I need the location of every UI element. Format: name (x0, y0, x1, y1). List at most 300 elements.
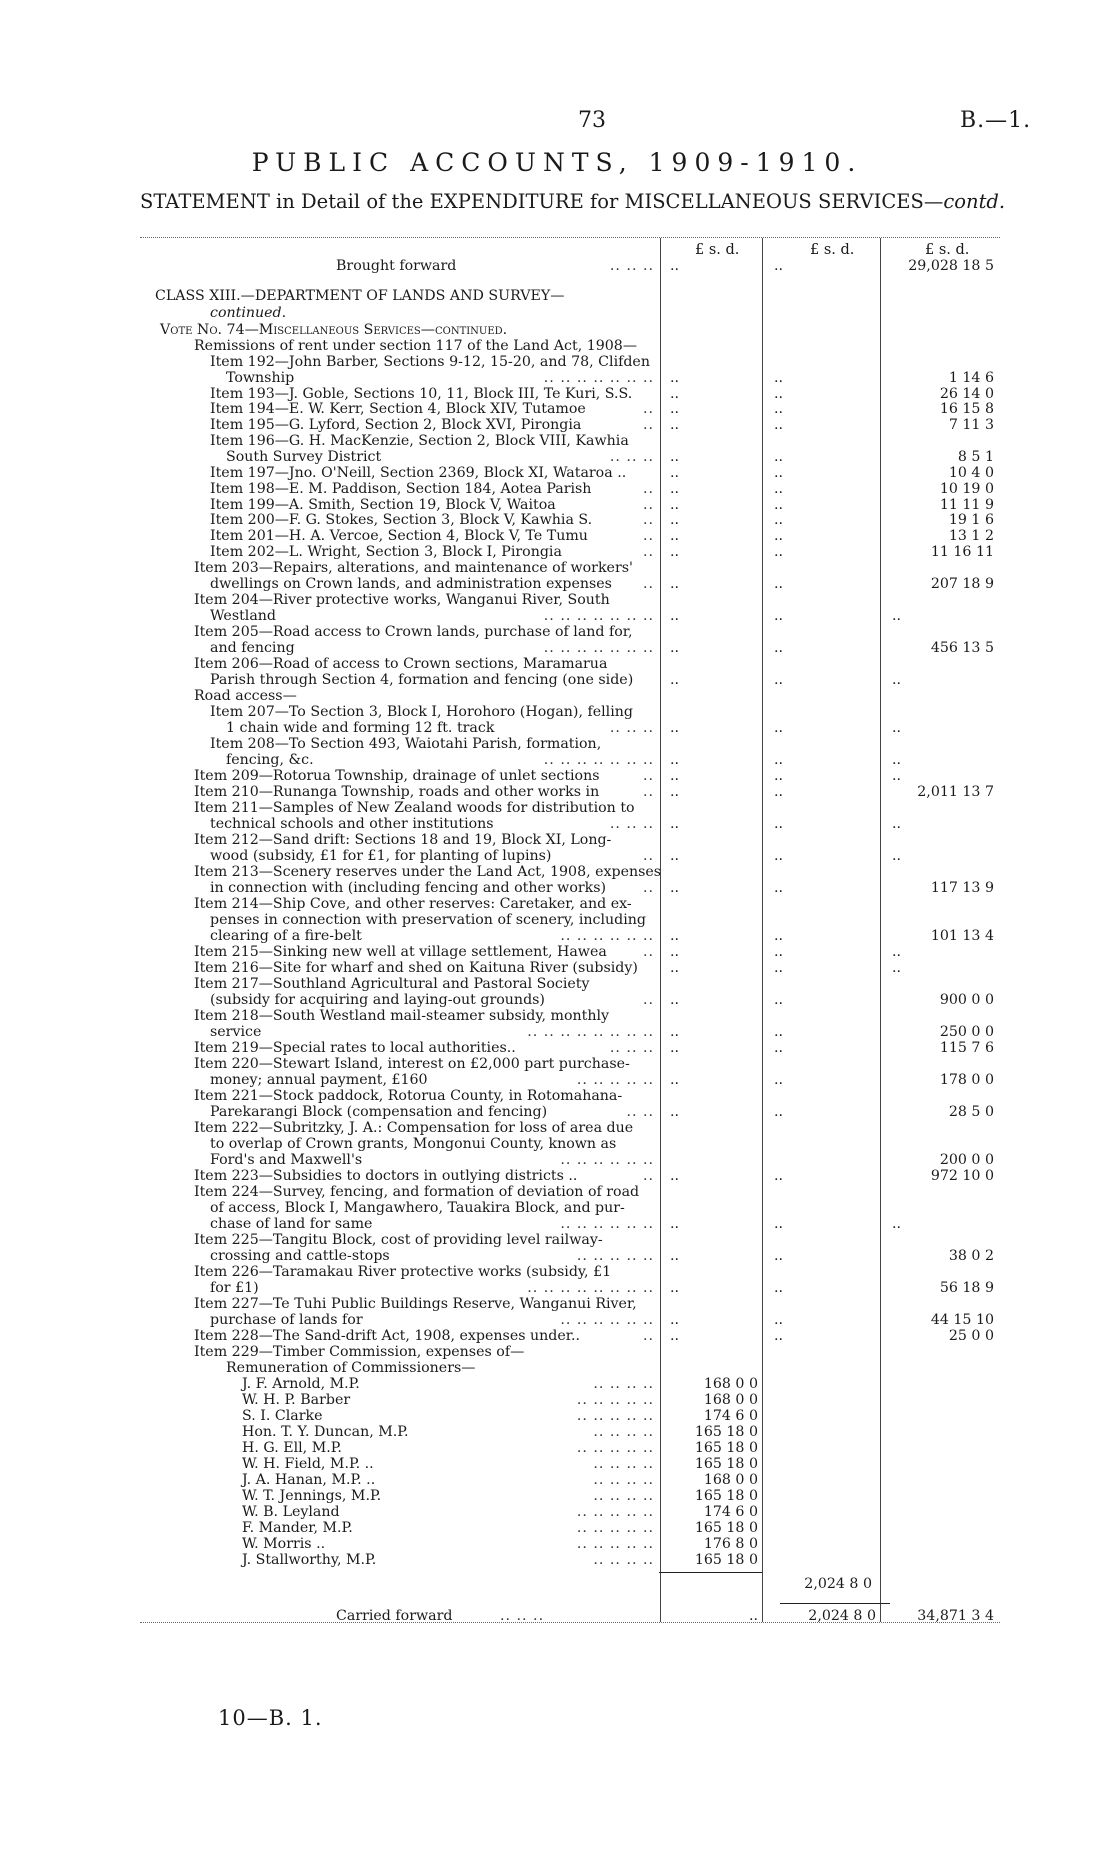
table-row (0, 816, 1114, 832)
table-row (0, 800, 1114, 816)
amount-col2: .. (774, 768, 784, 784)
row-description: Item 198—E. M. Paddison, Section 184, Aotea Parish (210, 481, 592, 497)
row-leaders: .. .. .. .. .. (576, 1072, 654, 1088)
table-row (0, 736, 1114, 752)
row-leaders: .. .. .. .. (593, 1488, 654, 1504)
amount-col3: 10 19 0 (939, 481, 994, 497)
amount-col3: 178 0 0 (939, 1072, 994, 1088)
table-row (0, 608, 1114, 624)
row-leaders: .. .. .. .. .. .. (560, 1216, 654, 1232)
row-description: Vote No. 74—Miscellaneous Services—continued. (160, 322, 508, 338)
amount-col1: .. (670, 608, 680, 624)
row-description: for £1) (210, 1280, 259, 1296)
row-description: J. F. Arnold, M.P. (242, 1376, 360, 1392)
amount-col1: .. (670, 258, 680, 274)
row-description: money; annual payment, £160 (210, 1072, 428, 1088)
row-description: dwellings on Crown lands, and administration expenses (210, 576, 612, 592)
table-row (0, 1264, 1114, 1280)
amount-col3: 900 0 0 (939, 992, 994, 1008)
amount-col1: 165 18 0 (694, 1456, 758, 1472)
row-leaders: .. .. .. .. (593, 1424, 654, 1440)
amount-col3: 44 15 10 (930, 1312, 994, 1328)
subtitle-main: STATEMENT in Detail of the EXPENDITURE for MISCELLANEOUS SERVICES— (140, 190, 944, 213)
row-description: Item 222—Subritzky, J. A.: Compensation for loss of area due (194, 1120, 634, 1136)
currency-header-col3: £ s. d. (925, 242, 970, 258)
row-description: Item 202—L. Wright, Section 3, Block I, Pirongia (210, 544, 562, 560)
row-leaders: .. .. .. .. .. .. (560, 1152, 654, 1168)
row-description: 1 chain wide and forming 12 ft. track (226, 720, 495, 736)
row-leaders: .. (642, 1168, 654, 1184)
row-description: Item 218—South Westland mail-steamer subsidy, monthly (194, 1008, 610, 1024)
subtotal-value: 2,024 8 0 (804, 1576, 872, 1592)
row-description: Item 211—Samples of New Zealand woods for distribution to (194, 800, 635, 816)
table-row (0, 1056, 1114, 1072)
table-row (0, 1504, 1114, 1520)
amount-col3: 26 14 0 (939, 386, 994, 402)
table-row (0, 1472, 1114, 1488)
row-leaders: .. (642, 992, 654, 1008)
row-description: Brought forward (336, 258, 457, 274)
amount-col1: .. (670, 1216, 680, 1232)
table-row (0, 1312, 1114, 1328)
amount-col2: .. (774, 1248, 784, 1264)
table-row (0, 720, 1114, 736)
table-row (0, 1296, 1114, 1312)
amount-col3: .. (892, 944, 902, 960)
amount-col1: .. (670, 928, 680, 944)
amount-col2: .. (774, 1024, 784, 1040)
row-leaders: .. .. .. .. .. .. (560, 1312, 654, 1328)
amount-col2: .. (774, 1328, 784, 1344)
amount-col1: .. (670, 449, 680, 465)
amount-col1: .. (670, 992, 680, 1008)
row-description: fencing, &c. (226, 752, 314, 768)
row-description: Item 192—John Barber, Sections 9-12, 15-20, and 78, Clifden (210, 354, 650, 370)
row-description: W. B. Leyland (242, 1504, 340, 1520)
row-leaders: .. .. .. .. .. .. .. (543, 370, 654, 386)
row-description: Item 207—To Section 3, Block I, Horohoro (Hogan), felling (210, 704, 633, 720)
row-leaders: .. (642, 784, 654, 800)
amount-col2: .. (774, 544, 784, 560)
table-row (0, 960, 1114, 976)
amount-col3: 29,028 18 5 (908, 258, 994, 274)
table-row (0, 1248, 1114, 1264)
row-description: technical schools and other institutions (210, 816, 494, 832)
amount-col2: .. (774, 880, 784, 896)
table-row (0, 992, 1114, 1008)
row-description: Item 228—The Sand-drift Act, 1908, expenses under.. (194, 1328, 581, 1344)
amount-col1: .. (670, 1168, 680, 1184)
amount-col1: .. (670, 370, 680, 386)
amount-col1: .. (670, 401, 680, 417)
table-row (0, 976, 1114, 992)
amount-col1: .. (670, 1040, 680, 1056)
table-row (0, 1072, 1114, 1088)
row-leaders: .. (642, 544, 654, 560)
row-description: Item 210—Runanga Township, roads and other works in (194, 784, 600, 800)
page-subtitle (140, 190, 1040, 213)
amount-col3: .. (892, 608, 902, 624)
table-row (0, 944, 1114, 960)
row-leaders: .. .. .. .. .. (576, 1248, 654, 1264)
document-reference: B.—1. (960, 108, 1032, 133)
amount-col1: .. (670, 944, 680, 960)
amount-col1: 176 8 0 (703, 1536, 758, 1552)
table-row (0, 288, 1114, 304)
amount-col3: 2,011 13 7 (917, 784, 994, 800)
row-description: W. T. Jennings, M.P. (242, 1488, 382, 1504)
carried-forward-label: Carried forward (336, 1608, 453, 1624)
row-leaders: .. .. .. .. .. (576, 1536, 654, 1552)
table-row (0, 512, 1114, 528)
table-row (0, 752, 1114, 768)
table-row (0, 386, 1114, 402)
amount-col2: .. (774, 370, 784, 386)
table-row (0, 832, 1114, 848)
amount-col3: 7 11 3 (948, 417, 994, 433)
table-row (0, 560, 1114, 576)
currency-header-col1: £ s. d. (695, 242, 740, 258)
amount-col2: .. (774, 1104, 784, 1120)
row-description: Item 215—Sinking new well at village settlement, Hawea (194, 944, 607, 960)
amount-col2: .. (774, 417, 784, 433)
amount-col3: .. (892, 768, 902, 784)
row-description: W. H. P. Barber (242, 1392, 351, 1408)
amount-col1: .. (670, 576, 680, 592)
subtotal-rule (659, 1572, 762, 1573)
row-description: to overlap of Crown grants, Mongonui County, known as (210, 1136, 617, 1152)
row-leaders: .. (642, 768, 654, 784)
row-description: Item 214—Ship Cove, and other reserves: Caretaker, and ex- (194, 896, 632, 912)
table-row (0, 1184, 1114, 1200)
table-row (0, 784, 1114, 800)
row-description: Item 194—E. W. Kerr, Section 4, Block XIV, Tutamoe (210, 401, 586, 417)
row-description: CLASS XIII.—DEPARTMENT OF LANDS AND SURVEY— (155, 288, 565, 304)
row-leaders: .. .. .. .. .. (576, 1408, 654, 1424)
amount-col3: 13 1 2 (948, 528, 994, 544)
amount-col1: .. (670, 784, 680, 800)
row-description: in connection with (including fencing and other works) (210, 880, 607, 896)
amount-col3: 250 0 0 (939, 1024, 994, 1040)
amount-col2: .. (774, 1072, 784, 1088)
amount-col2: .. (774, 784, 784, 800)
row-leaders: .. .. .. (609, 720, 654, 736)
amount-col1: .. (670, 672, 680, 688)
amount-col2: .. (774, 481, 784, 497)
row-leaders: .. (642, 401, 654, 417)
row-leaders: .. .. .. .. .. .. .. (543, 752, 654, 768)
table-row (0, 1376, 1114, 1392)
row-leaders: .. .. .. (609, 449, 654, 465)
amount-col2: .. (774, 576, 784, 592)
amount-col2: .. (774, 848, 784, 864)
row-description: Township (226, 370, 295, 386)
row-leaders: .. .. .. .. .. (576, 1520, 654, 1536)
carried-forward-col2: 2,024 8 0 (808, 1608, 876, 1624)
row-description: Item 203—Repairs, alterations, and maintenance of workers' (194, 560, 633, 576)
amount-col3: 200 0 0 (939, 1152, 994, 1168)
amount-col3: 1 14 6 (948, 370, 994, 386)
amount-col1: .. (670, 497, 680, 513)
amount-col2: .. (774, 401, 784, 417)
row-leaders: .. (642, 880, 654, 896)
amount-col1: .. (670, 1024, 680, 1040)
table-bottom-rule (140, 1622, 1000, 1623)
table-row (0, 1232, 1114, 1248)
footer-signature: 10—B. 1. (218, 1706, 323, 1730)
table-row (0, 1136, 1114, 1152)
amount-col1: 165 18 0 (694, 1440, 758, 1456)
row-description: S. I. Clarke (242, 1408, 323, 1424)
table-row (0, 1552, 1114, 1568)
row-leaders: .. .. .. .. .. .. .. (543, 608, 654, 624)
table-row (0, 864, 1114, 880)
row-description: Item 220—Stewart Island, interest on £2,000 part purchase- (194, 1056, 630, 1072)
table-row (0, 1008, 1114, 1024)
row-leaders: .. .. .. .. .. .. (560, 928, 654, 944)
table-row (0, 1104, 1114, 1120)
row-leaders: .. (642, 417, 654, 433)
table-row (0, 1456, 1114, 1472)
amount-col1: .. (670, 848, 680, 864)
row-description: crossing and cattle-stops (210, 1248, 390, 1264)
table-row (0, 544, 1114, 560)
row-description: Item 197—Jno. O'Neill, Section 2369, Block XI, Wataroa .. (210, 465, 627, 481)
amount-col3: 115 7 6 (939, 1040, 994, 1056)
row-description: Item 216—Site for wharf and shed on Kaituna River (subsidy) (194, 960, 638, 976)
amount-col3: .. (892, 848, 902, 864)
amount-col2: .. (774, 1312, 784, 1328)
row-description: Item 225—Tangitu Block, cost of providing level railway- (194, 1232, 603, 1248)
amount-col3: .. (892, 960, 902, 976)
amount-col2: .. (774, 528, 784, 544)
amount-col2: .. (774, 1040, 784, 1056)
amount-col1: .. (670, 1248, 680, 1264)
table-row (0, 1520, 1114, 1536)
amount-col3: 207 18 9 (930, 576, 994, 592)
amount-col3: 16 15 8 (939, 401, 994, 417)
carried-forward-col1: .. (748, 1608, 758, 1624)
table-row (0, 417, 1114, 433)
row-description: Item 193—J. Goble, Sections 10, 11, Block III, Te Kuri, S.S. (210, 386, 633, 402)
row-description: H. G. Ell, M.P. (242, 1440, 342, 1456)
row-description: Item 226—Taramakau River protective works (subsidy, £1 (194, 1264, 612, 1280)
row-description: Item 195—G. Lyford, Section 2, Block XVI, Pirongia (210, 417, 582, 433)
row-leaders: .. .. .. .. .. (576, 1392, 654, 1408)
amount-col1: 174 6 0 (703, 1504, 758, 1520)
amount-col1: .. (670, 386, 680, 402)
row-description: (subsidy for acquiring and laying-out grounds) (210, 992, 545, 1008)
table-row (0, 704, 1114, 720)
row-description: Item 212—Sand drift: Sections 18 and 19, Block XI, Long- (194, 832, 612, 848)
table-row (0, 880, 1114, 896)
table-row (0, 1344, 1114, 1360)
row-description: Item 208—To Section 493, Waiotahi Parish, formation, (210, 736, 602, 752)
row-description: Item 229—Timber Commission, expenses of— (194, 1344, 525, 1360)
amount-col1: .. (670, 544, 680, 560)
row-leaders: .. .. .. (609, 816, 654, 832)
amount-col2: .. (774, 608, 784, 624)
amount-col1: .. (670, 640, 680, 656)
row-leaders: .. .. .. .. .. .. .. .. (527, 1280, 654, 1296)
amount-col2: .. (774, 512, 784, 528)
row-description: Item 206—Road of access to Crown sections, Maramarua (194, 656, 608, 672)
amount-col1: .. (670, 1280, 680, 1296)
amount-col3: 972 10 0 (930, 1168, 994, 1184)
amount-col1: .. (670, 752, 680, 768)
row-leaders: .. .. .. .. (593, 1376, 654, 1392)
row-leaders: .. (642, 497, 654, 513)
table-row (0, 1088, 1114, 1104)
amount-col2: .. (774, 1216, 784, 1232)
amount-col2: .. (774, 928, 784, 944)
row-leaders: .. .. .. .. .. (576, 1504, 654, 1520)
table-row (0, 1424, 1114, 1440)
table-row (0, 1040, 1114, 1056)
row-description: Road access— (194, 688, 297, 704)
row-description: clearing of a fire-belt (210, 928, 362, 944)
row-description: purchase of lands for (210, 1312, 363, 1328)
table-row (0, 449, 1114, 465)
amount-col1: 165 18 0 (694, 1424, 758, 1440)
row-description: J. A. Hanan, M.P. .. (242, 1472, 376, 1488)
amount-col3: 8 5 1 (957, 449, 994, 465)
row-description: Remuneration of Commissioners— (226, 1360, 476, 1376)
row-description: Item 200—F. G. Stokes, Section 3, Block V, Kawhia S. (210, 512, 593, 528)
row-description: Item 201—H. A. Vercoe, Section 4, Block V, Te Tumu (210, 528, 588, 544)
amount-col2: .. (774, 960, 784, 976)
amount-col1: .. (670, 960, 680, 976)
row-description: W. Morris .. (242, 1536, 326, 1552)
amount-col1: .. (670, 768, 680, 784)
table-row (0, 370, 1114, 386)
amount-col3: .. (892, 816, 902, 832)
row-description: F. Mander, M.P. (242, 1520, 353, 1536)
carried-forward-leaders: .. .. .. (500, 1608, 545, 1624)
amount-col2: .. (774, 449, 784, 465)
row-description: Hon. T. Y. Duncan, M.P. (242, 1424, 409, 1440)
table-row (0, 896, 1114, 912)
amount-col1: .. (670, 512, 680, 528)
amount-col2: .. (774, 465, 784, 481)
table-row (0, 1488, 1114, 1504)
table-row (0, 1440, 1114, 1456)
row-leaders: .. .. .. .. (593, 1472, 654, 1488)
table-row (0, 1360, 1114, 1376)
table-row (0, 928, 1114, 944)
amount-col1: 168 0 0 (703, 1392, 758, 1408)
amount-col1: 165 18 0 (694, 1552, 758, 1568)
amount-col3: 10 4 0 (948, 465, 994, 481)
table-row (0, 354, 1114, 370)
table-row (0, 688, 1114, 704)
table-row (0, 640, 1114, 656)
row-description: wood (subsidy, £1 for £1, for planting of lupins) (210, 848, 552, 864)
amount-col2: .. (774, 752, 784, 768)
row-description: Westland (210, 608, 277, 624)
row-description: of access, Block I, Mangawhero, Tauakira Block, and pur- (210, 1200, 625, 1216)
row-description: Item 221—Stock paddock, Rotorua County, in Rotomahana- (194, 1088, 623, 1104)
row-description: Item 213—Scenery reserves under the Land Act, 1908, expenses (194, 864, 662, 880)
amount-col1: .. (670, 481, 680, 497)
amount-col1: .. (670, 1072, 680, 1088)
amount-col2: .. (774, 258, 784, 274)
table-row (0, 1152, 1114, 1168)
amount-col1: .. (670, 1312, 680, 1328)
table-row (0, 465, 1114, 481)
table-row (0, 528, 1114, 544)
row-description: Item 205—Road access to Crown lands, purchase of land for, (194, 624, 633, 640)
table-row (0, 672, 1114, 688)
row-description: Item 196—G. H. MacKenzie, Section 2, Block VIII, Kawhia (210, 433, 629, 449)
amount-col1: .. (670, 417, 680, 433)
amount-col1: 168 0 0 (703, 1472, 758, 1488)
amount-col3: 25 0 0 (948, 1328, 994, 1344)
row-leaders: .. .. .. .. .. (576, 1440, 654, 1456)
row-leaders: .. .. .. .. (593, 1552, 654, 1568)
amount-col2: .. (774, 944, 784, 960)
amount-col1: 165 18 0 (694, 1488, 758, 1504)
table-row (0, 401, 1114, 417)
table-row (0, 1280, 1114, 1296)
amount-col1: 174 6 0 (703, 1408, 758, 1424)
amount-col1: .. (670, 880, 680, 896)
table-row (0, 497, 1114, 513)
amount-col3: 19 1 6 (948, 512, 994, 528)
table-row (0, 592, 1114, 608)
page-number: 73 (578, 108, 606, 133)
row-description: J. Stallworthy, M.P. (242, 1552, 377, 1568)
row-leaders: .. (642, 528, 654, 544)
amount-col3: .. (892, 1216, 902, 1232)
row-leaders: .. (642, 1328, 654, 1344)
row-description: and fencing (210, 640, 295, 656)
table-row (0, 912, 1114, 928)
page-title: PUBLIC ACCOUNTS, 1909-1910. (251, 148, 863, 177)
row-description: Item 224—Survey, fencing, and formation of deviation of road (194, 1184, 640, 1200)
amount-col2: .. (774, 386, 784, 402)
row-description: Parish through Section 4, formation and fencing (one side) (210, 672, 634, 688)
carried-forward-col3: 34,871 3 4 (917, 1608, 994, 1624)
table-row (0, 338, 1114, 354)
table-row (0, 481, 1114, 497)
amount-col3: 38 0 2 (948, 1248, 994, 1264)
amount-col1: .. (670, 1328, 680, 1344)
amount-col3: 456 13 5 (930, 640, 994, 656)
amount-col3: 28 5 0 (948, 1104, 994, 1120)
table-top-rule (140, 237, 1000, 238)
row-leaders: .. .. .. (609, 258, 654, 274)
row-description: South Survey District (226, 449, 382, 465)
amount-col3: 56 18 9 (939, 1280, 994, 1296)
row-leaders: .. (642, 848, 654, 864)
amount-col1: .. (670, 816, 680, 832)
row-description: Item 219—Special rates to local authorities.. (194, 1040, 516, 1056)
table-row (0, 1168, 1114, 1184)
row-description: continued. (210, 305, 287, 321)
table-row (0, 624, 1114, 640)
amount-col3: 11 16 11 (930, 544, 994, 560)
table-row (0, 1216, 1114, 1232)
table-row (0, 305, 1114, 321)
row-leaders: .. (642, 481, 654, 497)
amount-col2: .. (774, 1280, 784, 1296)
row-leaders: .. .. .. .. .. .. .. .. (527, 1024, 654, 1040)
amount-col2: .. (774, 497, 784, 513)
row-leaders: .. .. .. (609, 1040, 654, 1056)
subtitle-italic: contd. (943, 190, 1006, 213)
amount-col2: .. (774, 672, 784, 688)
